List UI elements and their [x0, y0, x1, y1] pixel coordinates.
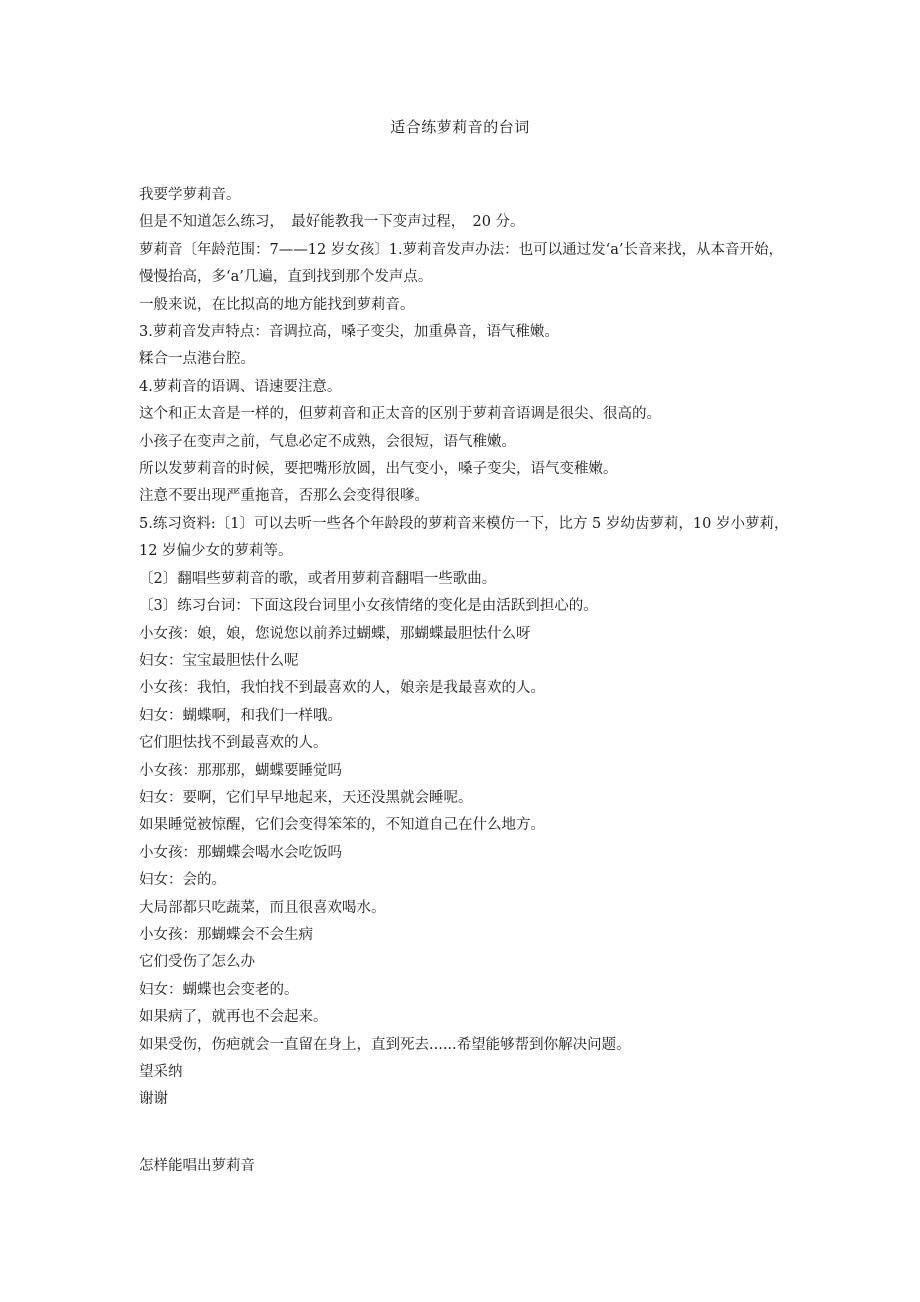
paragraph: 所以发萝莉音的时候，要把嘴形放圆，出气变小，嗓子变尖，语气变稚嫩。	[139, 461, 618, 478]
paragraph: 望采纳	[139, 1064, 183, 1080]
dialogue-line: 妇女：要啊，它们早早地起来，天还没黑就会睡呢。	[139, 789, 473, 806]
paragraph: 我要学萝莉音。	[139, 187, 241, 203]
paragraph: 谢谢	[139, 1091, 168, 1108]
paragraph: 萝莉音〔年龄范围：7——12 岁女孩〕1.萝莉音发声办法：也可以通过发‘a’长音来找，从本音开始，慢慢抬高，多‘a’几遍，直到找到那个发声点。	[139, 241, 783, 286]
paragraph: 一般来说，在比拟高的地方能找到萝莉音。	[139, 296, 415, 313]
dialogue-line: 妇女：蝴蝶啊，和我们一样哦。	[139, 707, 342, 724]
dialogue-line: 小女孩：我怕，我怕找不到最喜欢的人，娘亲是我最喜欢的人。	[139, 680, 545, 697]
dialogue-line: 大局部都只吃蔬菜，而且很喜欢喝水。	[139, 899, 386, 916]
paragraph: 4.萝莉音的语调、语速要注意。	[139, 378, 342, 395]
dialogue-line: 它们受伤了怎么办	[139, 954, 255, 971]
dialogue-line: 小女孩：那那那，蝴蝶要睡觉吗	[139, 762, 342, 779]
paragraph: 3.萝莉音发声特点：音调拉高，嗓子变尖，加重鼻音，语气稚嫩。	[139, 324, 559, 341]
dialogue-line: 如果受伤，伤疤就会一直留在身上，直到死去......希望能够帮到你解决问题。	[139, 1036, 631, 1053]
dialogue-line: 妇女：蝴蝶也会变老的。	[139, 981, 299, 998]
paragraph: 注意不要出现严重拖音，否那么会变得很嗲。	[139, 488, 429, 505]
dialogue-line: 妇女：宝宝最胆怯什么呢	[139, 652, 299, 669]
dialogue-line: 小女孩：娘，娘，您说您以前养过蝴蝶，那蝴蝶最胆怯什么呀	[139, 625, 531, 642]
paragraph: 但是不知道怎么练习， 最好能教我一下变声过程， 20 分。	[139, 214, 525, 231]
dialogue-line: 小女孩：那蝴蝶会喝水会吃饭吗	[139, 844, 342, 861]
paragraph: 糅合一点港台腔。	[139, 351, 255, 368]
paragraph: 小孩子在变声之前，气息必定不成熟，会很短，语气稚嫩。	[139, 433, 516, 450]
dialogue-line: 小女孩：那蝴蝶会不会生病	[139, 926, 313, 943]
closing-heading: 怎样能唱出萝莉音	[139, 1158, 255, 1174]
document-title: 适合练萝莉音的台词	[390, 118, 530, 136]
document-body	[139, 182, 789, 1114]
paragraph: 这个和正太音是一样的，但萝莉音和正太音的区别于萝莉音语调是很尖、很高的。	[139, 406, 661, 423]
dialogue-line: 妇女：会的。	[139, 872, 226, 889]
paragraph: 〔2〕翻唱些萝莉音的歌，或者用萝莉音翻唱一些歌曲。	[139, 570, 497, 587]
paragraph: 5.练习资料:〔1〕可以去听一些各个年龄段的萝莉音来模仿一下，比方 5 岁幼齿萝莉，10 岁小萝莉，12 岁偏少女的萝莉等。	[139, 515, 789, 560]
dialogue-line: 它们胆怯找不到最喜欢的人。	[139, 735, 328, 752]
paragraph: 〔3〕练习台词：下面这段台词里小女孩情绪的变化是由活跃到担心的。	[139, 598, 598, 615]
dialogue-line: 如果病了，就再也不会起来。	[139, 1009, 328, 1026]
dialogue-line: 如果睡觉被惊醒，它们会变得笨笨的，不知道自己在什么地方。	[139, 817, 545, 834]
